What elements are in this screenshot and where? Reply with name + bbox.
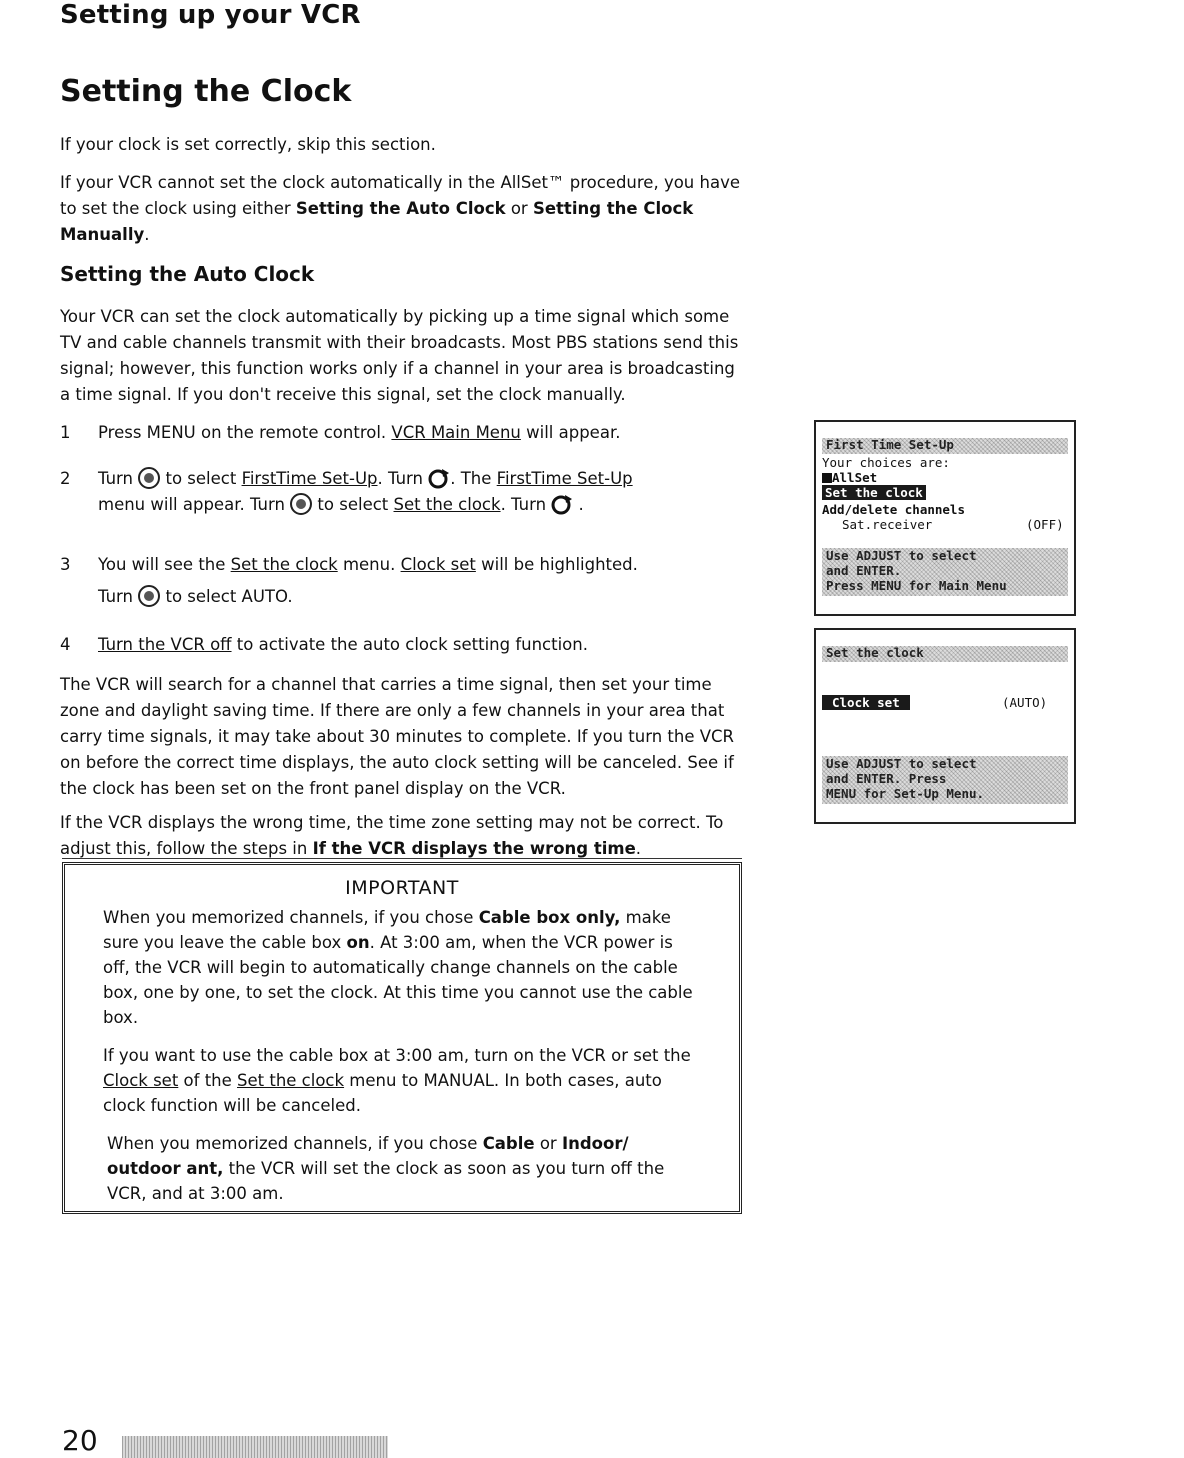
adjust-dial-icon	[138, 467, 160, 489]
osd-line: Your choices are:	[822, 455, 950, 470]
osd-title-bar: Set the clock	[822, 646, 1068, 662]
step-2	[60, 466, 760, 526]
section-title: Setting up your VCR	[60, 0, 361, 30]
step-number: 2	[60, 469, 71, 488]
adjust-dial-icon	[138, 585, 160, 607]
page-footer-bar	[122, 1436, 388, 1458]
auto-clock-paragraph: Your VCR can set the clock automatically by picking up a time signal which some TV and cable channels transmit with their broadcasts. Most PBS stations send this signal; however, this function works only if a channel in your area is broadcasting a time signal. If you don't receive this signal, set the clock manually.	[60, 307, 739, 404]
osd-menu-item-add-delete: Add/delete channels	[822, 502, 965, 517]
allset-icon	[822, 473, 832, 483]
osd-first-time-setup	[814, 420, 1076, 616]
adjust-dial-icon	[290, 493, 312, 515]
osd-menu-item-clock-set: Clock set	[822, 696, 910, 710]
osd-title-bar: First Time Set-Up	[822, 438, 1068, 454]
step-text: Turn to select FirstTime Set-Up. Turn . The FirstTime Set-Up menu will appear. Turn to select Set the clock. Turn .	[98, 469, 633, 514]
intro-paragraph-2: If your VCR cannot set the clock automatically in the AllSet™ procedure, you have to set the clock using either Setting the Auto Clock or Setting the Clock Manually.	[60, 173, 740, 244]
osd-menu-item-set-clock: Set the clock	[822, 486, 926, 500]
step-number: 3	[60, 555, 71, 574]
intro-paragraph-1: If your clock is set correctly, skip this section.	[60, 135, 436, 154]
step-number: 4	[60, 635, 71, 654]
osd-clock-set-value: (AUTO)	[1002, 695, 1048, 710]
osd-sat-value: (OFF)	[1026, 517, 1064, 532]
search-paragraph: The VCR will search for a channel that carries a time signal, then set your time zone and daylight saving time. If there are only a few channels in your area that carry time signals, it may take about 30 minutes to complete. If you turn the VCR on before the correct time displays, the auto clock setting will be canceled. See if the clock has been set on the front panel display on the VCR.	[60, 675, 735, 798]
important-title: IMPORTANT	[345, 877, 459, 899]
important-paragraph-1: When you memorized channels, if you chose Cable box only, make sure you leave the cable box on. At 3:00 am, when the VCR power is off, the VCR will begin to automatically change channels on the cable box, one by one, to set the clock. At this time you cannot use the cable box.	[103, 908, 693, 1027]
wrong-time-paragraph: If the VCR displays the wrong time, the time zone setting may not be correct. To adjust this, follow the steps in If the VCR displays the wrong time.	[60, 813, 724, 858]
osd-help-area: Use ADJUST to select and ENTER. Press MENU for Main Menu	[822, 548, 1068, 596]
ok-button-icon	[428, 467, 450, 489]
subsection-title: Setting the Auto Clock	[60, 262, 315, 286]
osd-menu-item-sat: Sat.receiver	[842, 517, 933, 532]
important-paragraph-3: When you memorized channels, if you chose Cable or Indoor/ outdoor ant, the VCR will set the clock as soon as you turn off the VCR, and at 3:00 am.	[107, 1134, 665, 1203]
important-paragraph-2: If you want to use the cable box at 3:00 am, turn on the VCR or set the Clock set of the Set the clock menu to MANUAL. In both cases, auto clock function will be canceled.	[103, 1046, 691, 1115]
step-text: Turn the VCR off to activate the auto clock setting function.	[98, 635, 588, 654]
step-text: You will see the Set the clock menu. Clock set will be highlighted. Turn to select AUTO.	[98, 555, 638, 606]
osd-help-area: Use ADJUST to select and ENTER. Press MENU for Set-Up Menu.	[822, 756, 1068, 804]
important-box	[62, 862, 742, 1214]
step-text: Press MENU on the remote control. VCR Main Menu will appear.	[98, 423, 621, 442]
osd-set-the-clock	[814, 628, 1076, 824]
page-number: 20	[62, 1424, 98, 1457]
page-title: Setting the Clock	[60, 74, 352, 109]
step-number: 1	[60, 423, 71, 442]
ok-button-icon	[551, 493, 573, 515]
divider	[62, 858, 742, 859]
osd-menu-item-allset: AllSet	[822, 471, 877, 485]
step-3	[60, 552, 760, 612]
